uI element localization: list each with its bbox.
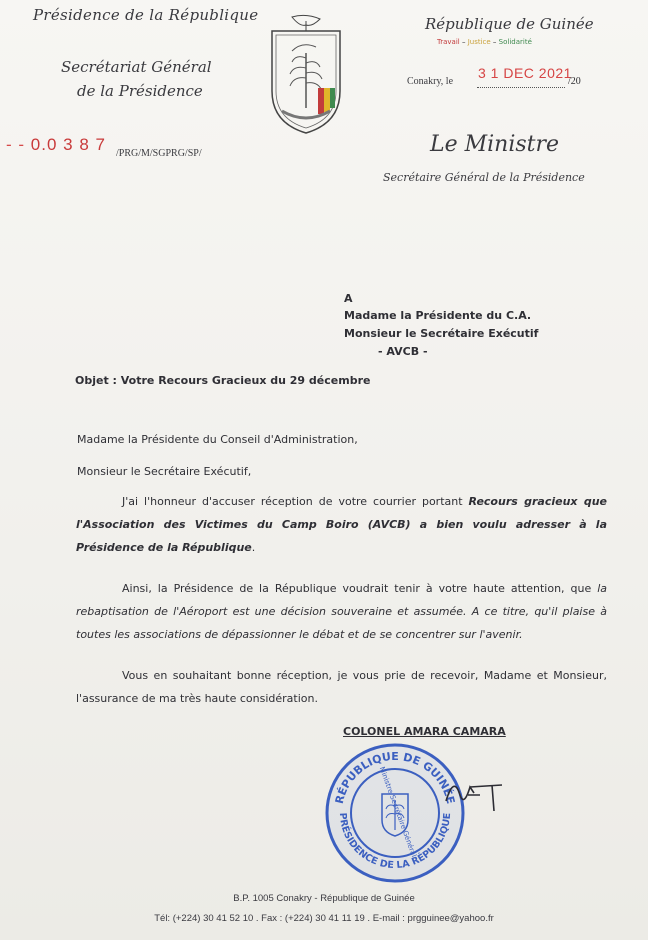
national-motto: Travail – Justice – Solidarité [437,38,532,46]
paragraph-2 [76,577,607,646]
motto-travail: Travail [437,38,460,46]
recipient-line-1: Madame la Présidente du C.A. [344,309,532,322]
reference-number [6,135,106,155]
paragraph-1-emphasis: Recours gracieux que l'Association des Victimes du Camp Boiro (AVCB) a bien voulu adresser à la Présidence de la République [76,495,607,554]
paragraph-2-plain: Ainsi, la Présidence de la République voudrait tenir à votre haute attention, que [122,582,598,595]
paragraph-1-end: . [251,541,256,554]
date-year-suffix: /20 [568,76,581,87]
coat-of-arms-emblem [262,13,350,138]
minister-title: Le Ministre [430,132,560,157]
header-presidence-sub: de la Présidence [77,82,203,100]
minister-subtitle: Secrétaire Général de la Présidence [383,171,585,184]
paragraph-2-emphasis: la rebaptisation de l'Aéroport est une décision souveraine et assumée. A ce titre, qu'il plaise à toutes les associations de dépassionner le débat et de se concentrer sur l'avenir. [76,582,607,641]
header-presidence: Présidence de la République [33,6,259,24]
recipient-prefix: A [344,292,353,305]
reference-digits: 0.0 3 8 7 [30,135,106,154]
footer-address: B.P. 1005 Conakry - République de Guinée [233,893,415,904]
handwritten-signature [440,765,530,815]
reference-suffix: /PRG/M/SGPRG/SP/ [116,148,202,159]
signatory-name: COLONEL AMARA CAMARA [343,725,506,738]
date-dotted-line [477,87,565,88]
date-city-label: Conakry, le [407,76,454,87]
paragraph-3: Vous en souhaitant bonne réception, je vous prie de recevoir, Madame et Monsieur, l'assurance de ma très haute considération. [76,669,607,705]
salutation-1: Madame la Présidente du Conseil d'Administration, [77,433,358,446]
recipient-line-2: Monsieur le Secrétaire Exécutif [344,327,539,340]
header-country: République de Guinée [425,15,594,33]
subject-line: Objet : Votre Recours Gracieux du 29 décembre [75,374,371,387]
recipient-line-3: - AVCB - [378,345,428,358]
stamp-outer-bottom: PRÉSIDENCE DE LA RÉPUBLIQUE [336,812,454,872]
header-secretariat: Secrétariat Général [61,58,212,76]
stamp-inner-text: Ministre Secrétaire Général [377,765,418,859]
paragraph-1 [76,490,607,559]
salutation-2: Monsieur le Secrétaire Exécutif, [77,465,252,478]
paragraph-1-plain: J'ai l'honneur d'accuser réception de votre courrier portant [122,495,469,508]
stamp-outer-top: RÉPUBLIQUE DE GUINÉE [332,749,458,806]
motto-justice: Justice [467,38,491,46]
footer-contact: Tél: (+224) 30 41 52 10 . Fax : (+224) 30 41 11 19 . E-mail : prgguinee@yahoo.fr [154,913,494,924]
motto-solidarite: Solidarité [498,38,532,46]
reference-prefix: - - [6,135,26,154]
date-stamp: 3 1 DEC 2021 [478,65,572,81]
